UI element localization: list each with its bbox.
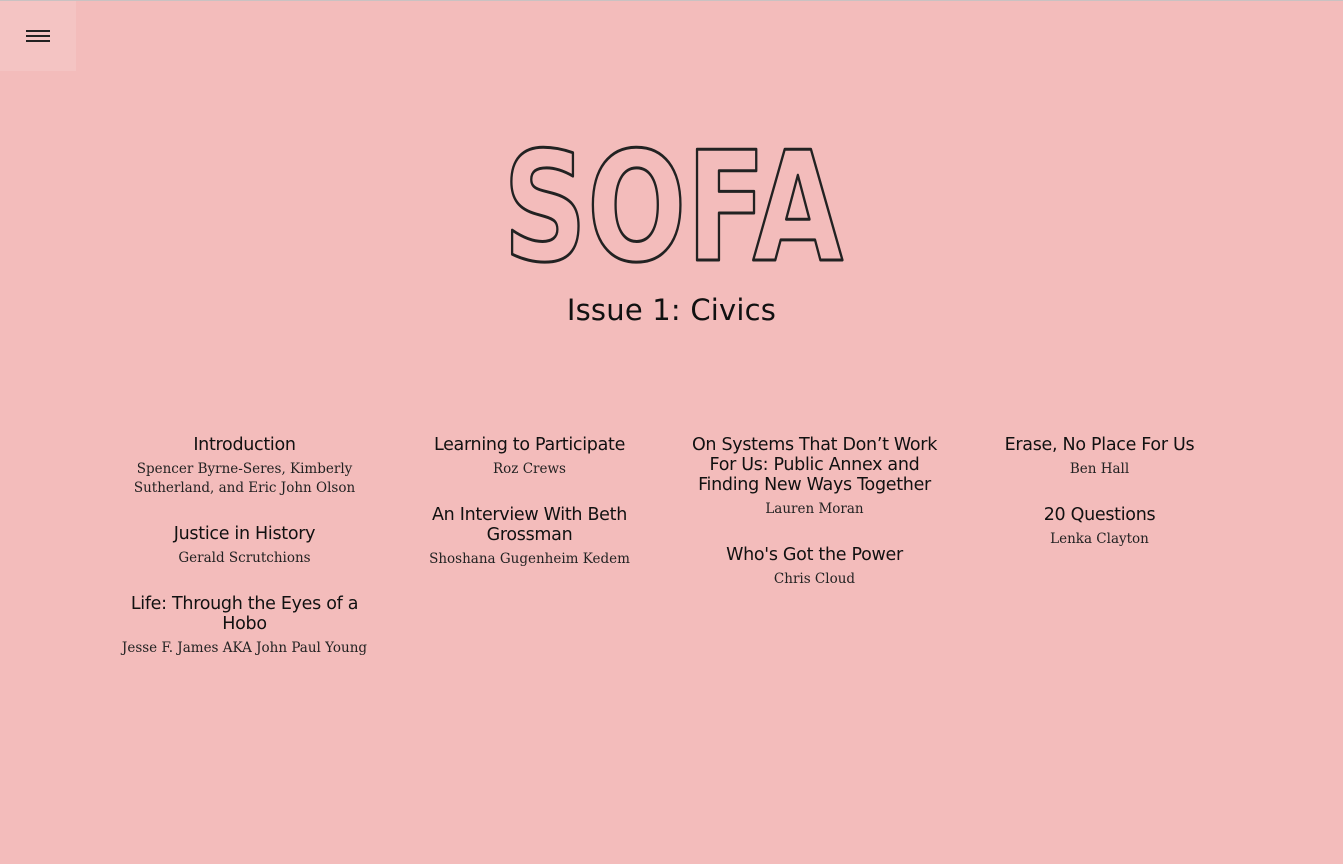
article-title: Introduction [193,435,296,455]
toc-column-3 [672,435,957,684]
article-author: Ben Hall [1069,461,1130,477]
article-author: Jesse F. James AKA John Paul Young [121,640,368,656]
article-title: Who's Got the Power [726,545,903,565]
article-link[interactable] [120,594,370,658]
article-title: Learning to Participate [433,435,626,455]
article-title: Life: Through the Eyes of a Hobo [130,594,359,634]
article-title: Erase, No Place For Us [1004,435,1195,455]
logo-text: SOFA [503,119,843,296]
article-title: 20 Questions [1043,505,1156,525]
hamburger-icon [26,30,50,42]
toc-column-4 [957,435,1242,684]
article-link[interactable] [690,545,940,589]
menu-button[interactable] [0,1,76,71]
article-link[interactable] [405,505,655,569]
table-of-contents [102,435,1242,684]
article-author: Roz Crews [493,461,566,477]
article-link[interactable] [975,505,1225,549]
article-author: Gerald Scrutchions [178,550,311,566]
article-link[interactable] [975,435,1225,479]
article-author: Lenka Clayton [1050,531,1149,547]
toc-column-1 [102,435,387,684]
article-link[interactable] [405,435,655,479]
article-author: Shoshana Gugenheim Kedem [429,551,630,567]
sofa-logo[interactable] [501,119,845,296]
logo-graphic [501,119,845,296]
article-title: On Systems That Don’t Work For Us: Public Annex and Finding New Ways Together [691,435,938,495]
article-title: An Interview With Beth Grossman [432,505,627,545]
article-link[interactable] [690,435,940,519]
issue-title: Issue 1: Civics [566,293,777,327]
article-link[interactable] [120,435,370,498]
article-title: Justice in History [173,524,316,544]
article-link[interactable] [120,524,370,568]
article-author: Chris Cloud [773,571,856,587]
toc-column-2 [387,435,672,684]
article-author: Lauren Moran [765,501,864,517]
article-author: Spencer Byrne-Seres, Kimberly Sutherland, and Eric John Olson [133,461,356,496]
